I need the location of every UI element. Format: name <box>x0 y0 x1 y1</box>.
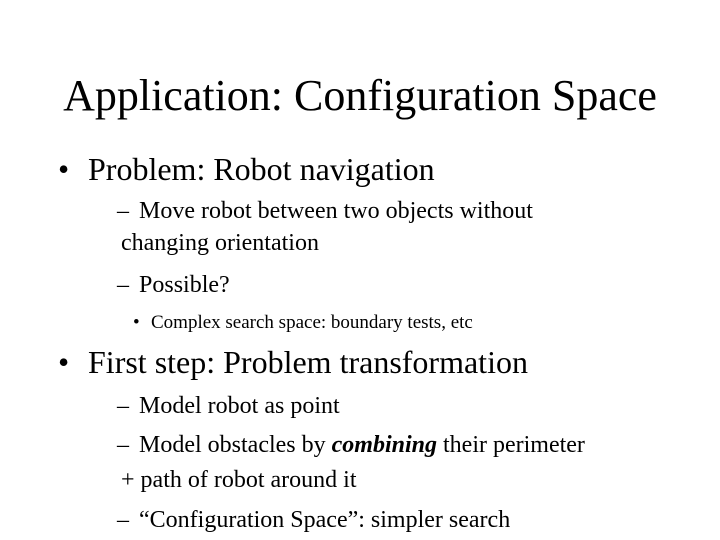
subbullet-move-robot-line1: Move robot between two objects without <box>139 198 533 224</box>
bullet-icon: • <box>58 151 70 187</box>
subsubbullet-complex-search-label: Complex search space: boundary tests, etc <box>151 312 473 333</box>
subbullet-model-obstacles-line1 <box>139 431 585 459</box>
subbullet-possible-label: Possible? <box>139 272 230 298</box>
dash-icon: – <box>117 432 129 458</box>
subbullet-configuration-space-label: “Configuration Space”: simpler search <box>139 507 511 533</box>
slide-title: Application: Configuration Space <box>63 71 657 120</box>
bullet-icon: • <box>133 312 140 333</box>
dash-icon: – <box>117 198 129 224</box>
dash-icon: – <box>117 507 129 533</box>
bullet-icon: • <box>58 344 70 380</box>
dash-icon: – <box>117 393 129 419</box>
subbullet-robot-point-label: Model robot as point <box>139 393 340 419</box>
bullet-first-step-label: First step: Problem transformation <box>88 344 528 380</box>
dash-icon: – <box>117 272 129 298</box>
subbullet-move-robot-line2: changing orientation <box>121 230 319 256</box>
model-obstacles-prefix: Model obstacles by <box>139 432 332 458</box>
combining-emphasis: combining <box>331 432 437 458</box>
bullet-problem-label: Problem: Robot navigation <box>88 151 435 187</box>
subbullet-model-obstacles-line2: + path of robot around it <box>121 467 357 493</box>
model-obstacles-suffix: their perimeter <box>437 432 585 458</box>
